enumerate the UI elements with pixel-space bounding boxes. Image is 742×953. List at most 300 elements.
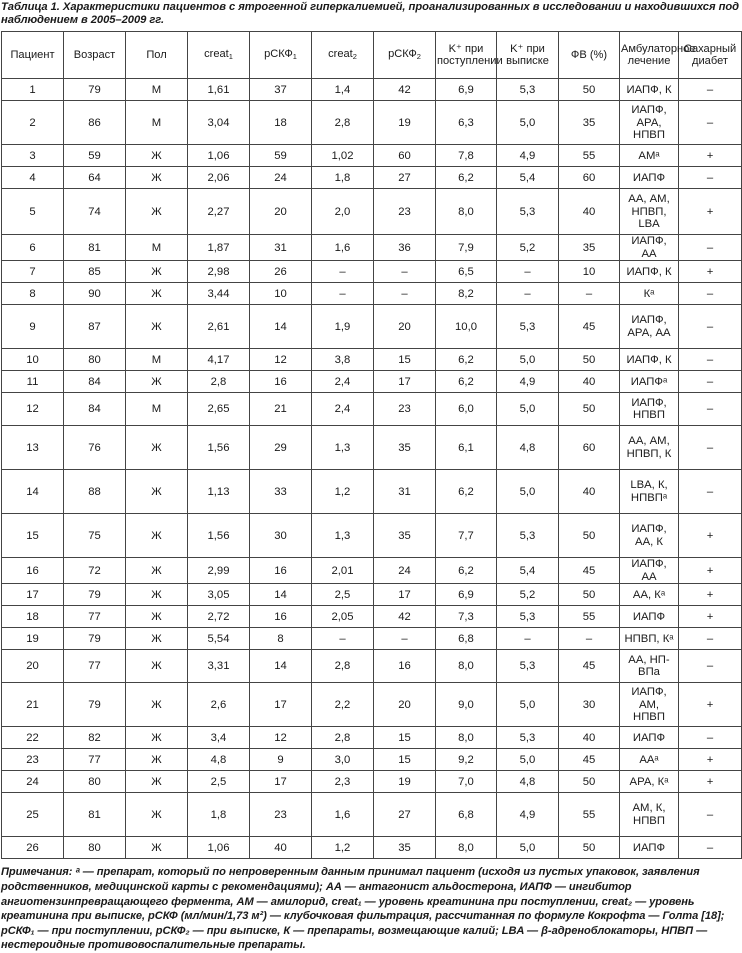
table-cell: 20 [250, 189, 312, 235]
table-cell: 86 [64, 101, 126, 145]
table-cell: 31 [374, 470, 436, 514]
table-cell: 55 [559, 145, 620, 167]
table-cell: 24 [374, 558, 436, 584]
table-cell: – [679, 628, 742, 650]
table-cell: 37 [250, 79, 312, 101]
table-cell: 35 [374, 426, 436, 470]
table-cell: 50 [559, 584, 620, 606]
table-cell: ИАПФ, НПВП [620, 393, 679, 426]
table-cell: 5,54 [188, 628, 250, 650]
table-cell: 9,0 [436, 683, 497, 727]
column-header-label: creat [204, 47, 229, 60]
table-cell: 15 [374, 349, 436, 371]
table-cell: – [559, 283, 620, 305]
table-cell: 19 [374, 771, 436, 793]
table-cell: – [679, 470, 742, 514]
table-cell: 2,5 [312, 584, 374, 606]
table-cell: 7,3 [436, 606, 497, 628]
table-cell: 4,9 [497, 793, 559, 837]
column-header [497, 32, 559, 79]
table-cell: 27 [374, 793, 436, 837]
table-cell: 18 [250, 101, 312, 145]
table-cell: 10 [559, 261, 620, 283]
table-cell: – [679, 283, 742, 305]
table-cell: 8,0 [436, 837, 497, 859]
table-cell: Ж [126, 558, 188, 584]
table-cell: М [126, 101, 188, 145]
table-cell: 1,6 [312, 235, 374, 261]
table-cell: 6,8 [436, 628, 497, 650]
table-cell: 5,0 [497, 837, 559, 859]
table-cell: 84 [64, 371, 126, 393]
table-cell: – [497, 283, 559, 305]
table-cell: Ж [126, 771, 188, 793]
table-cell: 2,61 [188, 305, 250, 349]
table-row [2, 393, 742, 426]
table-cell: 40 [559, 727, 620, 749]
table-cell: 59 [64, 145, 126, 167]
table-cell: 2,8 [312, 727, 374, 749]
table-cell: ИАПФ [620, 727, 679, 749]
table-cell: 2,65 [188, 393, 250, 426]
column-header-label: Амбулаторное лечение [621, 42, 696, 68]
table-cell: 5,3 [497, 727, 559, 749]
column-header-label: Пациент [10, 49, 55, 62]
table-cell: 6,2 [436, 167, 497, 189]
table-cell: 2 [2, 101, 64, 145]
table-cell: 50 [559, 79, 620, 101]
table-cell: 4,8 [497, 771, 559, 793]
table-row [2, 514, 742, 558]
table-cell: 8,0 [436, 189, 497, 235]
table-cell: – [679, 837, 742, 859]
table-cell: 5,3 [497, 650, 559, 683]
table-cell: 7,7 [436, 514, 497, 558]
table-cell: 2,06 [188, 167, 250, 189]
table-cell: Ж [126, 426, 188, 470]
table-cell: 5,3 [497, 189, 559, 235]
table-cell: Ж [126, 261, 188, 283]
table-cell: 1,06 [188, 837, 250, 859]
table-row [2, 793, 742, 837]
table-cell: 6,9 [436, 79, 497, 101]
patients-table [1, 31, 742, 859]
table-cell: 55 [559, 793, 620, 837]
table-cell: 3 [2, 145, 64, 167]
table-cell: 80 [64, 837, 126, 859]
table-cell: – [312, 628, 374, 650]
table-cell: + [679, 514, 742, 558]
table-cell: 3,05 [188, 584, 250, 606]
table-cell: АА, Кᵃ [620, 584, 679, 606]
table-cell: 1,02 [312, 145, 374, 167]
table-cell: 80 [64, 349, 126, 371]
table-cell: 1,56 [188, 514, 250, 558]
table-cell: М [126, 393, 188, 426]
table-row [2, 771, 742, 793]
table-cell: 2,3 [312, 771, 374, 793]
table-cell: 40 [559, 470, 620, 514]
table-cell: 2,5 [188, 771, 250, 793]
table-cell: 17 [250, 683, 312, 727]
table-cell: 17 [250, 771, 312, 793]
table-cell: ИАПФ, К [620, 349, 679, 371]
table-cell: ИАПФ [620, 167, 679, 189]
table-cell: 27 [374, 167, 436, 189]
table-cell: + [679, 261, 742, 283]
table-cell: 42 [374, 79, 436, 101]
table-cell: + [679, 145, 742, 167]
table-cell: 12 [250, 727, 312, 749]
table-cell: 21 [2, 683, 64, 727]
table-cell: – [679, 235, 742, 261]
table-cell: 26 [250, 261, 312, 283]
column-header [2, 32, 64, 79]
table-cell: – [374, 283, 436, 305]
table-row [2, 470, 742, 514]
table-cell: 10 [250, 283, 312, 305]
table-cell: – [679, 305, 742, 349]
table-cell: 16 [250, 558, 312, 584]
column-header-subscript: 2 [416, 51, 421, 61]
table-cell: 5,3 [497, 305, 559, 349]
table-cell: – [312, 283, 374, 305]
table-cell: 6 [2, 235, 64, 261]
table-cell: 1,9 [312, 305, 374, 349]
table-cell: 17 [374, 371, 436, 393]
table-cell: 12 [2, 393, 64, 426]
table-cell: 1,8 [312, 167, 374, 189]
table-cell: 2,72 [188, 606, 250, 628]
table-cell: 15 [2, 514, 64, 558]
table-cell: 1,8 [188, 793, 250, 837]
table-cell: 16 [250, 371, 312, 393]
table-cell: М [126, 235, 188, 261]
table-cell: 35 [374, 514, 436, 558]
table-cell: 29 [250, 426, 312, 470]
table-cell: 2,6 [188, 683, 250, 727]
table-cell: – [679, 793, 742, 837]
table-cell: 5,2 [497, 235, 559, 261]
table-row [2, 167, 742, 189]
table-cell: Ж [126, 606, 188, 628]
table-cell: 6,2 [436, 470, 497, 514]
table-cell: 45 [559, 305, 620, 349]
table-cell: + [679, 584, 742, 606]
table-cell: 50 [559, 349, 620, 371]
table-cell: 23 [2, 749, 64, 771]
column-header [312, 32, 374, 79]
table-cell: 77 [64, 749, 126, 771]
table-cell: 19 [374, 101, 436, 145]
table-cell: 45 [559, 650, 620, 683]
table-cell: + [679, 606, 742, 628]
table-cell: 40 [250, 837, 312, 859]
table-cell: 2,8 [312, 650, 374, 683]
table-cell: Ж [126, 189, 188, 235]
table-cell: 1 [2, 79, 64, 101]
table-row [2, 235, 742, 261]
table-cell: 2,4 [312, 393, 374, 426]
table-cell: 5,3 [497, 606, 559, 628]
table-cell: 35 [559, 235, 620, 261]
table-cell: 13 [2, 426, 64, 470]
table-cell: 15 [374, 749, 436, 771]
table-cell: 1,6 [312, 793, 374, 837]
table-cell: 16 [250, 606, 312, 628]
table-cell: 1,61 [188, 79, 250, 101]
table-cell: + [679, 683, 742, 727]
table-cell: 3,44 [188, 283, 250, 305]
table-cell: 20 [374, 683, 436, 727]
table-cell: 26 [2, 837, 64, 859]
table-cell: Ж [126, 470, 188, 514]
table-cell: 12 [250, 349, 312, 371]
table-cell: 5,3 [497, 514, 559, 558]
table-cell: 75 [64, 514, 126, 558]
table-cell: 85 [64, 261, 126, 283]
table-cell: 6,5 [436, 261, 497, 283]
table-cell: 8,0 [436, 727, 497, 749]
table-cell: 88 [64, 470, 126, 514]
table-cell: ИАПФ [620, 606, 679, 628]
table-cell: АМ, К, НПВП [620, 793, 679, 837]
table-cell: 20 [374, 305, 436, 349]
table-cell: 14 [250, 584, 312, 606]
table-cell: Ж [126, 283, 188, 305]
table-cell: 14 [250, 650, 312, 683]
table-cell: + [679, 558, 742, 584]
table-cell: 8,2 [436, 283, 497, 305]
column-header-label: ФВ (%) [570, 49, 608, 62]
table-cell: 1,56 [188, 426, 250, 470]
table-cell: АА, НП-ВПа [620, 650, 679, 683]
column-header-label: рСКФ [388, 47, 417, 60]
table-cell: 42 [374, 606, 436, 628]
table-cell: – [679, 101, 742, 145]
table-cell: Ж [126, 305, 188, 349]
table-cell: – [679, 371, 742, 393]
table-cell: 6,2 [436, 558, 497, 584]
table-cell: 79 [64, 584, 126, 606]
table-cell: 5,2 [497, 584, 559, 606]
table-cell: М [126, 79, 188, 101]
table-cell: 9 [2, 305, 64, 349]
table-row [2, 727, 742, 749]
table-cell: 4,8 [497, 426, 559, 470]
table-cell: 64 [64, 167, 126, 189]
table-cell: 3,04 [188, 101, 250, 145]
table-cell: 10,0 [436, 305, 497, 349]
table-cell: 14 [2, 470, 64, 514]
table-cell: – [497, 628, 559, 650]
column-header-subscript: 1 [292, 51, 297, 61]
column-header-label: рСКФ [264, 47, 293, 60]
table-cell: + [679, 189, 742, 235]
table-cell: 6,2 [436, 371, 497, 393]
table-cell: 21 [250, 393, 312, 426]
table-cell: ИАПФ, АРА, НПВП [620, 101, 679, 145]
table-cell: 2,8 [188, 371, 250, 393]
table-cell: Ж [126, 749, 188, 771]
table-notes: Примечания: ᵃ — препарат, который по непроверенным данным принимал пациент (исходя из пустых упаковок, заявления родственников, медицинской карты с рекомендациями); АА — антагонист альдостерона, ИАПФ — ингибитор ангиотензинпревращающего фермента, АМ — амилорид, creat₁ — уровень креатинина при поступлении, creat₂ — уровень креатинина при выписке, рСКФ (мл/мин/1,73 м²) — клубочковая фильтрация, рассчитанная по формуле Кокрофта — Голта [18]; рСКФ₁ — при поступлении, рСКФ₂ — при выписке, К — препараты, возмещающие калий; LBA — β-адреноблокаторы, НПВП — нестероидные противовоспалительные препараты. [1, 866, 725, 952]
table-cell: 31 [250, 235, 312, 261]
table-cell: Ж [126, 371, 188, 393]
table-cell: Ж [126, 683, 188, 727]
table-cell: 81 [64, 235, 126, 261]
table-cell: 90 [64, 283, 126, 305]
table-cell: 4 [2, 167, 64, 189]
table-cell: 79 [64, 683, 126, 727]
table-row [2, 349, 742, 371]
table-cell: 82 [64, 727, 126, 749]
table-cell: НПВП, Кᵃ [620, 628, 679, 650]
table-cell: 5,0 [497, 349, 559, 371]
table-cell: 2,0 [312, 189, 374, 235]
table-cell: 60 [559, 167, 620, 189]
table-cell: 17 [2, 584, 64, 606]
table-cell: 16 [374, 650, 436, 683]
table-cell: 3,4 [188, 727, 250, 749]
table-cell: 2,4 [312, 371, 374, 393]
table-cell: 2,27 [188, 189, 250, 235]
table-cell: 1,06 [188, 145, 250, 167]
table-cell: – [559, 628, 620, 650]
table-header-row [2, 32, 742, 79]
table-cell: – [312, 261, 374, 283]
column-header-label: Сахарный диабет [683, 42, 737, 68]
column-header [188, 32, 250, 79]
table-cell: Ж [126, 514, 188, 558]
table-cell: 5,4 [497, 167, 559, 189]
table-cell: 79 [64, 79, 126, 101]
table-cell: 14 [250, 305, 312, 349]
table-cell: – [679, 426, 742, 470]
table-cell: 1,87 [188, 235, 250, 261]
table-cell: 3,0 [312, 749, 374, 771]
table-body [2, 79, 742, 859]
table-cell: ИАПФ, АА, К [620, 514, 679, 558]
table-cell: Ж [126, 650, 188, 683]
table-row [2, 101, 742, 145]
table-cell: 77 [64, 606, 126, 628]
table-row [2, 683, 742, 727]
table-cell: 23 [374, 189, 436, 235]
table-cell: 3,8 [312, 349, 374, 371]
table-cell: 2,8 [312, 101, 374, 145]
table-cell: 33 [250, 470, 312, 514]
table-row [2, 606, 742, 628]
table-cell: 30 [559, 683, 620, 727]
table-cell: ИАПФ, АМ, НПВП [620, 683, 679, 727]
column-header-subscript: 1 [228, 51, 233, 61]
table-cell: 2,05 [312, 606, 374, 628]
table-cell: 5 [2, 189, 64, 235]
table-cell: 1,13 [188, 470, 250, 514]
table-cell: 11 [2, 371, 64, 393]
table-cell: ИАПФᵃ [620, 371, 679, 393]
table-caption: Таблица 1. Характеристики пациентов с ятрогенной гиперкалиемией, проанализированных в исследовании и находившихся под наблюдением в 2005–2009 гг. [1, 1, 739, 27]
table-cell: ИАПФ, АА [620, 558, 679, 584]
table-cell: 1,2 [312, 837, 374, 859]
table-cell: Ж [126, 837, 188, 859]
table-cell: 8 [2, 283, 64, 305]
table-cell: 20 [2, 650, 64, 683]
table-cell: ААᵃ [620, 749, 679, 771]
table-cell: – [679, 727, 742, 749]
table-cell: 6,1 [436, 426, 497, 470]
table-cell: 55 [559, 606, 620, 628]
table-cell: 5,3 [497, 79, 559, 101]
table-cell: АА, АМ, НПВП, К [620, 426, 679, 470]
column-header-label: K⁺ при выписке [506, 42, 549, 68]
table-cell: ИАПФ, К [620, 79, 679, 101]
column-header [126, 32, 188, 79]
table-cell: ИАПФ [620, 837, 679, 859]
table-cell: 2,99 [188, 558, 250, 584]
table-cell: Ж [126, 584, 188, 606]
table-cell: 72 [64, 558, 126, 584]
document-page [0, 1, 742, 952]
table-cell: 81 [64, 793, 126, 837]
table-cell: 23 [374, 393, 436, 426]
table-cell: 5,0 [497, 749, 559, 771]
column-header [64, 32, 126, 79]
table-cell: 24 [250, 167, 312, 189]
table-cell: 17 [374, 584, 436, 606]
table-cell: 87 [64, 305, 126, 349]
table-cell: – [679, 79, 742, 101]
table-cell: Ж [126, 727, 188, 749]
column-header [374, 32, 436, 79]
table-cell: 79 [64, 628, 126, 650]
table-row [2, 584, 742, 606]
table-cell: 5,0 [497, 683, 559, 727]
table-cell: 59 [250, 145, 312, 167]
table-cell: 8 [250, 628, 312, 650]
table-cell: Ж [126, 167, 188, 189]
table-cell: 77 [64, 650, 126, 683]
table-cell: 5,0 [497, 101, 559, 145]
table-row [2, 283, 742, 305]
table-cell: Ж [126, 628, 188, 650]
table-cell: Ж [126, 793, 188, 837]
table-cell: 35 [559, 101, 620, 145]
table-cell: 2,2 [312, 683, 374, 727]
table-cell: 7,9 [436, 235, 497, 261]
column-header-label: Пол [146, 49, 167, 62]
table-cell: 6,9 [436, 584, 497, 606]
table-cell: 25 [2, 793, 64, 837]
table-cell: 1,2 [312, 470, 374, 514]
table-row [2, 305, 742, 349]
table-cell: 4,17 [188, 349, 250, 371]
table-cell: 50 [559, 393, 620, 426]
table-cell: 22 [2, 727, 64, 749]
table-cell: 5,0 [497, 470, 559, 514]
table-row [2, 189, 742, 235]
table-row [2, 650, 742, 683]
table-cell: 4,9 [497, 371, 559, 393]
table-cell: М [126, 349, 188, 371]
table-cell: 2,01 [312, 558, 374, 584]
table-cell: 36 [374, 235, 436, 261]
table-cell: 40 [559, 189, 620, 235]
table-cell: 16 [2, 558, 64, 584]
table-cell: 1,3 [312, 426, 374, 470]
table-cell: 4,8 [188, 749, 250, 771]
table-cell: ИАПФ, АРА, АА [620, 305, 679, 349]
